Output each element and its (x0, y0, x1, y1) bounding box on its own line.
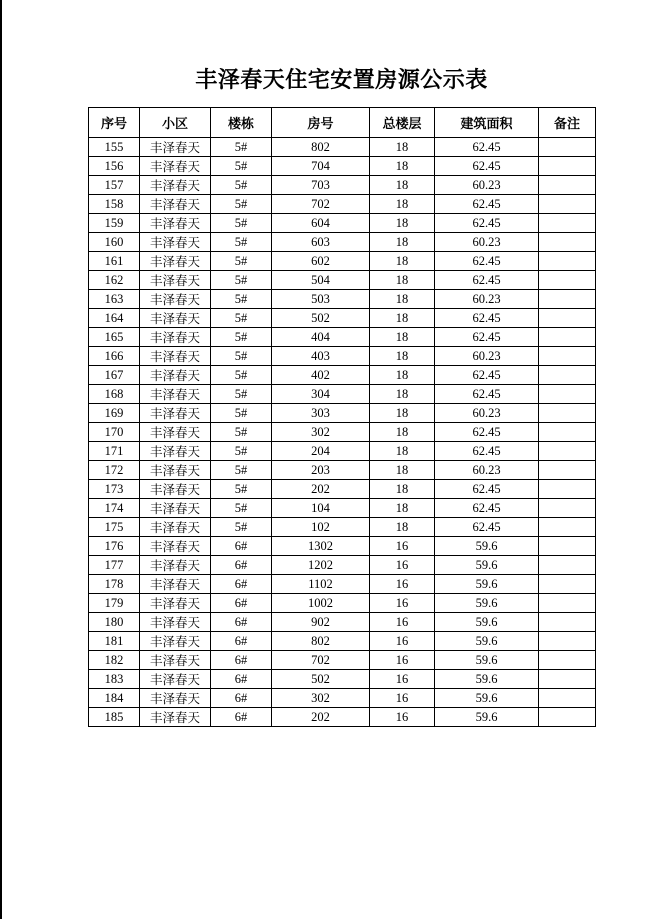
cell-community: 丰泽春天 (140, 157, 211, 176)
table-row (89, 556, 596, 575)
cell-community: 丰泽春天 (140, 537, 211, 556)
cell-building: 5# (211, 252, 272, 271)
cell-remark (539, 176, 596, 195)
cell-floors: 18 (370, 385, 435, 404)
housing-table (88, 107, 596, 727)
cell-serial: 160 (89, 233, 140, 252)
cell-floors: 18 (370, 461, 435, 480)
cell-area: 62.45 (435, 499, 539, 518)
cell-area: 62.45 (435, 366, 539, 385)
cell-community: 丰泽春天 (140, 138, 211, 157)
cell-floors: 16 (370, 537, 435, 556)
cell-serial: 155 (89, 138, 140, 157)
cell-remark (539, 442, 596, 461)
cell-floors: 16 (370, 670, 435, 689)
cell-area: 62.45 (435, 309, 539, 328)
table-body (89, 138, 596, 727)
cell-floors: 18 (370, 233, 435, 252)
table-row (89, 404, 596, 423)
cell-serial: 159 (89, 214, 140, 233)
cell-remark (539, 271, 596, 290)
table-header-row (89, 108, 596, 138)
table-row (89, 461, 596, 480)
cell-serial: 173 (89, 480, 140, 499)
cell-remark (539, 138, 596, 157)
cell-community: 丰泽春天 (140, 423, 211, 442)
cell-room: 602 (272, 252, 370, 271)
cell-floors: 18 (370, 290, 435, 309)
table-row (89, 271, 596, 290)
table-row (89, 575, 596, 594)
cell-community: 丰泽春天 (140, 499, 211, 518)
cell-community: 丰泽春天 (140, 518, 211, 537)
cell-serial: 182 (89, 651, 140, 670)
cell-building: 5# (211, 214, 272, 233)
cell-community: 丰泽春天 (140, 347, 211, 366)
cell-serial: 184 (89, 689, 140, 708)
cell-floors: 16 (370, 594, 435, 613)
cell-area: 62.45 (435, 385, 539, 404)
cell-remark (539, 233, 596, 252)
cell-building: 6# (211, 689, 272, 708)
table-row (89, 347, 596, 366)
table-row (89, 632, 596, 651)
cell-room: 702 (272, 651, 370, 670)
cell-remark (539, 214, 596, 233)
cell-serial: 161 (89, 252, 140, 271)
table-row (89, 385, 596, 404)
cell-area: 59.6 (435, 651, 539, 670)
cell-serial: 166 (89, 347, 140, 366)
cell-room: 703 (272, 176, 370, 195)
cell-room: 402 (272, 366, 370, 385)
cell-room: 504 (272, 271, 370, 290)
cell-community: 丰泽春天 (140, 480, 211, 499)
cell-remark (539, 347, 596, 366)
page-left-edge-line (0, 0, 2, 919)
table-row (89, 537, 596, 556)
cell-remark (539, 556, 596, 575)
cell-floors: 16 (370, 613, 435, 632)
cell-community: 丰泽春天 (140, 461, 211, 480)
table-row (89, 328, 596, 347)
table-row (89, 670, 596, 689)
cell-building: 5# (211, 518, 272, 537)
cell-community: 丰泽春天 (140, 176, 211, 195)
cell-room: 902 (272, 613, 370, 632)
cell-area: 59.6 (435, 632, 539, 651)
cell-community: 丰泽春天 (140, 613, 211, 632)
cell-remark (539, 651, 596, 670)
cell-room: 104 (272, 499, 370, 518)
cell-building: 6# (211, 651, 272, 670)
cell-room: 404 (272, 328, 370, 347)
cell-serial: 172 (89, 461, 140, 480)
cell-room: 204 (272, 442, 370, 461)
table-row (89, 613, 596, 632)
cell-building: 6# (211, 632, 272, 651)
cell-area: 60.23 (435, 290, 539, 309)
cell-remark (539, 537, 596, 556)
table-row (89, 309, 596, 328)
cell-remark (539, 309, 596, 328)
cell-room: 603 (272, 233, 370, 252)
cell-room: 1202 (272, 556, 370, 575)
cell-floors: 18 (370, 499, 435, 518)
column-header-floors: 总楼层 (370, 108, 435, 138)
cell-area: 62.45 (435, 157, 539, 176)
cell-floors: 16 (370, 708, 435, 727)
table-row (89, 651, 596, 670)
cell-area: 62.45 (435, 271, 539, 290)
cell-community: 丰泽春天 (140, 252, 211, 271)
cell-serial: 176 (89, 537, 140, 556)
cell-floors: 18 (370, 347, 435, 366)
cell-floors: 16 (370, 632, 435, 651)
cell-area: 60.23 (435, 347, 539, 366)
table-row (89, 176, 596, 195)
cell-community: 丰泽春天 (140, 575, 211, 594)
cell-area: 62.45 (435, 138, 539, 157)
cell-building: 5# (211, 347, 272, 366)
cell-community: 丰泽春天 (140, 195, 211, 214)
cell-area: 59.6 (435, 537, 539, 556)
cell-floors: 16 (370, 651, 435, 670)
cell-area: 60.23 (435, 404, 539, 423)
cell-remark (539, 423, 596, 442)
cell-building: 6# (211, 613, 272, 632)
cell-floors: 18 (370, 252, 435, 271)
cell-serial: 167 (89, 366, 140, 385)
column-header-room: 房号 (272, 108, 370, 138)
cell-remark (539, 689, 596, 708)
table-row (89, 157, 596, 176)
cell-community: 丰泽春天 (140, 556, 211, 575)
cell-serial: 162 (89, 271, 140, 290)
cell-building: 5# (211, 480, 272, 499)
table-row (89, 233, 596, 252)
cell-remark (539, 366, 596, 385)
cell-serial: 158 (89, 195, 140, 214)
cell-floors: 18 (370, 518, 435, 537)
cell-area: 59.6 (435, 708, 539, 727)
cell-floors: 18 (370, 404, 435, 423)
cell-floors: 18 (370, 157, 435, 176)
cell-community: 丰泽春天 (140, 271, 211, 290)
cell-room: 502 (272, 670, 370, 689)
cell-community: 丰泽春天 (140, 328, 211, 347)
cell-area: 60.23 (435, 233, 539, 252)
cell-room: 802 (272, 632, 370, 651)
cell-building: 5# (211, 499, 272, 518)
cell-community: 丰泽春天 (140, 214, 211, 233)
cell-floors: 18 (370, 366, 435, 385)
cell-remark (539, 480, 596, 499)
table-row (89, 195, 596, 214)
cell-area: 62.45 (435, 252, 539, 271)
cell-remark (539, 613, 596, 632)
cell-community: 丰泽春天 (140, 689, 211, 708)
cell-serial: 168 (89, 385, 140, 404)
cell-building: 5# (211, 442, 272, 461)
cell-serial: 183 (89, 670, 140, 689)
cell-room: 502 (272, 309, 370, 328)
cell-remark (539, 404, 596, 423)
table-row (89, 689, 596, 708)
cell-building: 5# (211, 271, 272, 290)
cell-room: 704 (272, 157, 370, 176)
cell-area: 59.6 (435, 613, 539, 632)
cell-area: 62.45 (435, 328, 539, 347)
cell-building: 5# (211, 233, 272, 252)
cell-floors: 18 (370, 138, 435, 157)
cell-serial: 177 (89, 556, 140, 575)
cell-remark (539, 328, 596, 347)
table-row (89, 518, 596, 537)
cell-remark (539, 670, 596, 689)
cell-room: 1002 (272, 594, 370, 613)
table-row (89, 366, 596, 385)
cell-room: 604 (272, 214, 370, 233)
column-header-building: 楼栋 (211, 108, 272, 138)
cell-room: 403 (272, 347, 370, 366)
cell-area: 62.45 (435, 480, 539, 499)
table-row (89, 594, 596, 613)
cell-room: 303 (272, 404, 370, 423)
cell-floors: 16 (370, 575, 435, 594)
cell-remark (539, 499, 596, 518)
cell-area: 59.6 (435, 594, 539, 613)
cell-floors: 16 (370, 556, 435, 575)
cell-serial: 181 (89, 632, 140, 651)
table-row (89, 708, 596, 727)
cell-building: 5# (211, 176, 272, 195)
cell-floors: 18 (370, 423, 435, 442)
table-row (89, 480, 596, 499)
table-row (89, 214, 596, 233)
cell-remark (539, 252, 596, 271)
cell-room: 202 (272, 480, 370, 499)
cell-community: 丰泽春天 (140, 366, 211, 385)
table-row (89, 499, 596, 518)
cell-remark (539, 385, 596, 404)
cell-area: 62.45 (435, 518, 539, 537)
cell-building: 5# (211, 404, 272, 423)
cell-community: 丰泽春天 (140, 404, 211, 423)
cell-building: 6# (211, 670, 272, 689)
cell-floors: 18 (370, 176, 435, 195)
table-row (89, 252, 596, 271)
table-row (89, 423, 596, 442)
cell-building: 6# (211, 594, 272, 613)
cell-building: 6# (211, 708, 272, 727)
table-row (89, 442, 596, 461)
cell-serial: 163 (89, 290, 140, 309)
cell-serial: 185 (89, 708, 140, 727)
cell-serial: 179 (89, 594, 140, 613)
cell-floors: 18 (370, 214, 435, 233)
cell-serial: 165 (89, 328, 140, 347)
cell-area: 59.6 (435, 689, 539, 708)
cell-serial: 174 (89, 499, 140, 518)
column-header-remark: 备注 (539, 108, 596, 138)
cell-community: 丰泽春天 (140, 632, 211, 651)
cell-floors: 18 (370, 442, 435, 461)
cell-building: 5# (211, 461, 272, 480)
cell-community: 丰泽春天 (140, 708, 211, 727)
cell-community: 丰泽春天 (140, 290, 211, 309)
cell-remark (539, 290, 596, 309)
cell-remark (539, 195, 596, 214)
cell-floors: 18 (370, 309, 435, 328)
cell-area: 62.45 (435, 442, 539, 461)
cell-room: 702 (272, 195, 370, 214)
cell-remark (539, 594, 596, 613)
cell-community: 丰泽春天 (140, 442, 211, 461)
table-row (89, 290, 596, 309)
cell-room: 1302 (272, 537, 370, 556)
cell-remark (539, 632, 596, 651)
cell-building: 5# (211, 385, 272, 404)
cell-building: 6# (211, 575, 272, 594)
cell-room: 202 (272, 708, 370, 727)
cell-building: 6# (211, 556, 272, 575)
cell-remark (539, 575, 596, 594)
cell-serial: 157 (89, 176, 140, 195)
cell-room: 102 (272, 518, 370, 537)
column-header-area: 建筑面积 (435, 108, 539, 138)
cell-area: 62.45 (435, 423, 539, 442)
cell-area: 60.23 (435, 461, 539, 480)
cell-room: 302 (272, 689, 370, 708)
cell-building: 6# (211, 537, 272, 556)
cell-serial: 178 (89, 575, 140, 594)
cell-serial: 169 (89, 404, 140, 423)
cell-building: 5# (211, 309, 272, 328)
cell-building: 5# (211, 290, 272, 309)
cell-area: 62.45 (435, 214, 539, 233)
cell-community: 丰泽春天 (140, 309, 211, 328)
cell-area: 60.23 (435, 176, 539, 195)
cell-floors: 18 (370, 480, 435, 499)
cell-community: 丰泽春天 (140, 651, 211, 670)
cell-community: 丰泽春天 (140, 594, 211, 613)
column-header-community: 小区 (140, 108, 211, 138)
cell-building: 5# (211, 423, 272, 442)
cell-community: 丰泽春天 (140, 385, 211, 404)
column-header-serial: 序号 (89, 108, 140, 138)
cell-room: 304 (272, 385, 370, 404)
cell-floors: 18 (370, 328, 435, 347)
cell-room: 203 (272, 461, 370, 480)
cell-room: 503 (272, 290, 370, 309)
cell-community: 丰泽春天 (140, 670, 211, 689)
cell-serial: 164 (89, 309, 140, 328)
cell-serial: 171 (89, 442, 140, 461)
cell-area: 59.6 (435, 670, 539, 689)
page-title: 丰泽春天住宅安置房源公示表 (195, 67, 488, 92)
table-row (89, 138, 596, 157)
cell-remark (539, 461, 596, 480)
cell-community: 丰泽春天 (140, 233, 211, 252)
cell-serial: 170 (89, 423, 140, 442)
cell-room: 1102 (272, 575, 370, 594)
cell-area: 62.45 (435, 195, 539, 214)
cell-room: 302 (272, 423, 370, 442)
cell-area: 59.6 (435, 575, 539, 594)
cell-area: 59.6 (435, 556, 539, 575)
cell-floors: 18 (370, 195, 435, 214)
cell-building: 5# (211, 138, 272, 157)
cell-remark (539, 518, 596, 537)
cell-building: 5# (211, 328, 272, 347)
cell-building: 5# (211, 366, 272, 385)
cell-remark (539, 157, 596, 176)
cell-serial: 180 (89, 613, 140, 632)
cell-room: 802 (272, 138, 370, 157)
cell-floors: 16 (370, 689, 435, 708)
cell-serial: 156 (89, 157, 140, 176)
cell-serial: 175 (89, 518, 140, 537)
cell-floors: 18 (370, 271, 435, 290)
cell-remark (539, 708, 596, 727)
cell-building: 5# (211, 157, 272, 176)
cell-building: 5# (211, 195, 272, 214)
